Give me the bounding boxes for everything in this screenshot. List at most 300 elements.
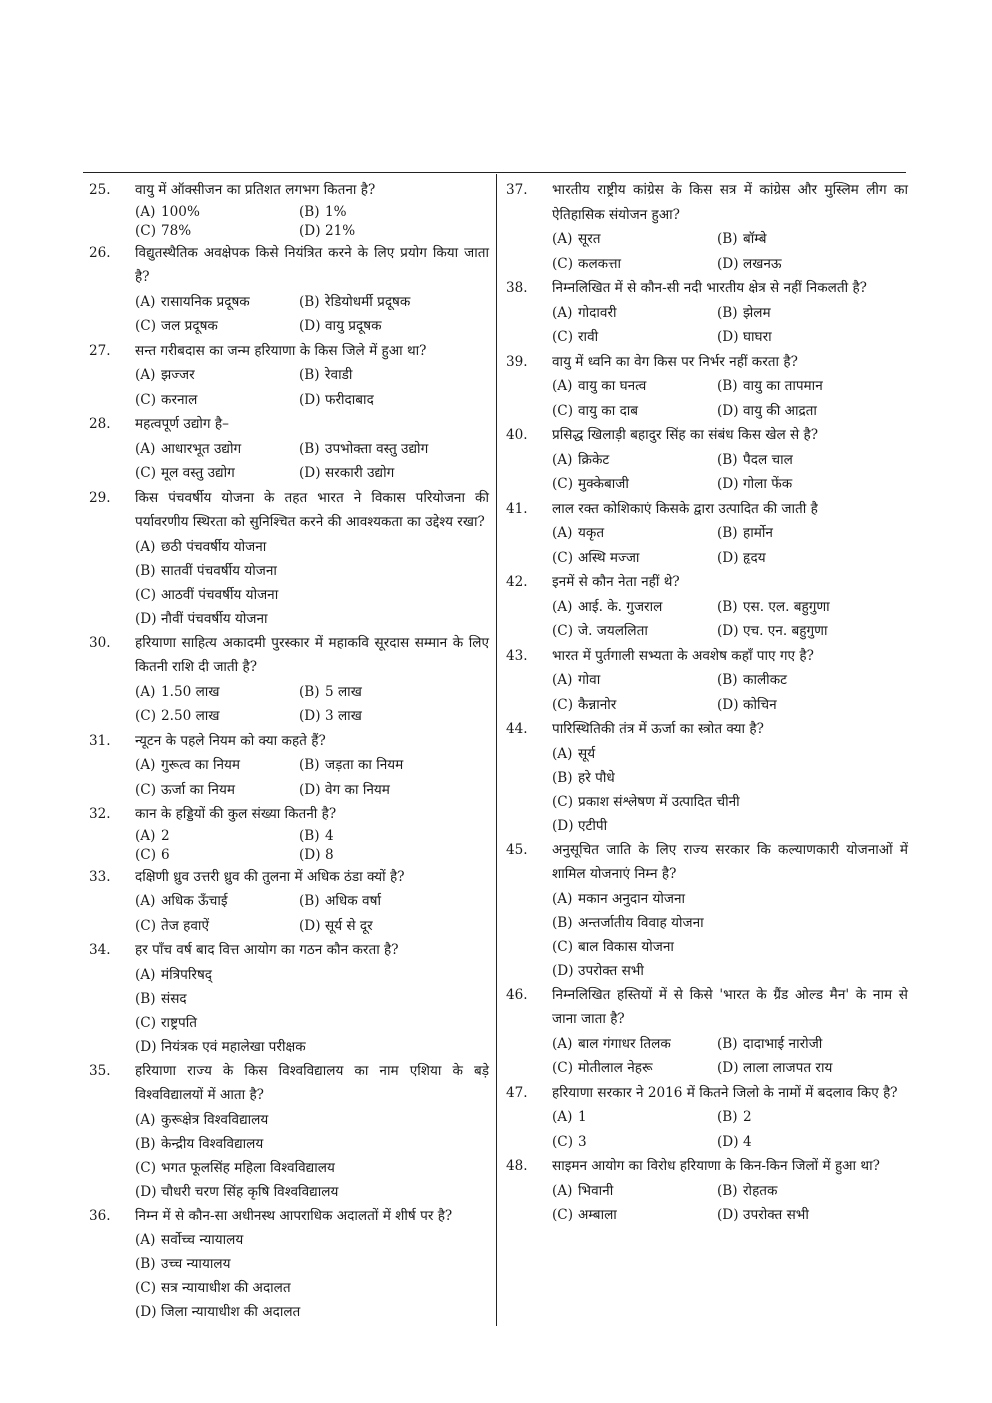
option-text: भिवानी [578,1182,614,1199]
options-group [552,1179,908,1228]
option-d[interactable] [717,472,908,497]
option-b[interactable] [299,203,489,222]
option-text: रेडियोधर्मी प्रदूषक [325,293,411,310]
option-a[interactable] [552,521,717,546]
option-label: (D) [717,623,739,639]
option-label: (B) [135,562,156,579]
question-text: महत्वपूर्ण उद्योग है– [135,416,229,432]
option-c[interactable] [552,790,908,814]
option-label: (A) [135,827,156,844]
option-c[interactable] [135,704,299,729]
question-number: 30. [89,634,111,651]
question-text: किस पंचवर्षीय योजना के तहत भारत ने विकास परियोजना की पर्यावरणीय स्थिरता को सुनिश्चित करने की आवश्यकता का उद्देश्य रखा? [135,489,489,530]
option-b[interactable] [717,374,908,399]
option-a[interactable] [135,753,299,778]
option-label: (B) [135,990,156,1007]
question-text: भारत में पुर्तगाली सभ्यता के अवशेष कहाँ पाए गए है? [552,647,814,664]
option-c[interactable] [135,222,299,241]
option-b[interactable] [717,595,908,620]
question-number: 44. [506,721,528,737]
option-d[interactable] [717,546,908,571]
option-text: आठवीं पंचवर्षीय योजना [161,586,279,603]
option-text: बाल गंगाधर तिलक [578,1035,671,1052]
question [89,802,489,827]
options-group [135,1108,489,1204]
question-number: 41. [506,500,528,517]
option-label: (B) [717,1035,738,1052]
option-a[interactable] [135,1108,489,1132]
option-label: (D) [299,222,321,239]
option-c[interactable] [552,935,908,959]
option-label: (D) [717,1060,739,1076]
question-number: 28. [89,416,111,432]
option-label: (C) [552,255,574,272]
option-d[interactable] [135,1035,489,1059]
option-label: (C) [135,222,157,239]
option-text: लाला लाजपत राय [743,1060,833,1076]
option-c[interactable] [552,1203,717,1228]
option-text: यकृत [578,525,605,541]
option-label: (D) [717,329,739,345]
options-group [135,1228,489,1324]
option-d[interactable] [299,388,489,413]
option-text: 1 [578,1109,587,1125]
option-label: (A) [135,538,156,555]
option-a[interactable] [135,963,489,987]
option-b[interactable] [135,559,489,583]
option-text: अस्थि मज्जा [578,549,640,566]
option-a[interactable] [552,227,717,252]
option-text: उपरोक्त सभी [578,962,644,979]
option-text: कालीकट [743,672,787,688]
options-group [135,203,489,241]
option-label: (A) [135,293,156,310]
option-d[interactable] [717,325,908,350]
option-c[interactable] [552,546,717,571]
question [89,412,489,437]
option-label: (C) [552,549,574,566]
option-text: घाघरा [743,329,772,345]
option-label: (C) [135,391,157,408]
option-text: गुरूत्व का नियम [161,757,241,773]
option-text: झज्जर [161,367,195,383]
option-label: (A) [552,672,573,688]
option-a[interactable] [135,203,299,222]
question-text: कान के हड्डियों की कुल संख्या कितनी है? [135,806,337,822]
option-text: एटीपी [578,817,608,834]
option-a[interactable] [552,301,717,326]
option-label: (C) [552,329,574,345]
option-d[interactable] [717,1203,908,1228]
option-label: (A) [552,890,573,907]
option-text: करनाल [161,391,198,408]
option-c[interactable] [135,1276,489,1300]
option-label: (D) [299,318,321,334]
option-text: मोतीलाल नेहरू [578,1060,653,1076]
question-block [506,1154,908,1228]
option-label: (B) [717,1109,738,1125]
options-group [552,448,908,497]
option-text: लखनऊ [743,255,782,272]
option-label: (A) [135,757,156,773]
option-text: जल प्रदूषक [161,318,218,334]
option-text: मुक्केबाजी [578,476,629,492]
option-text: बाल विकास योजना [578,938,674,955]
option-text: हरे पौधे [578,769,615,786]
option-label: (D) [135,1038,157,1055]
option-c[interactable] [552,1056,717,1081]
option-text: राष्ट्रपति [161,1014,198,1031]
question-number: 35. [89,1062,111,1079]
option-text: गोवा [578,672,601,688]
option-d[interactable] [135,1300,489,1324]
option-text: केन्द्रीय विश्वविद्यालय [161,1135,264,1152]
option-d[interactable] [299,914,489,939]
option-label: (C) [135,846,157,863]
option-label: (B) [135,1135,156,1152]
question-number: 37. [506,182,528,198]
options-group [135,963,489,1059]
option-label: (A) [552,525,573,541]
question-number: 47. [506,1084,528,1101]
question-number: 31. [89,732,111,749]
option-text: 78% [161,222,192,239]
option-label: (B) [717,525,738,541]
option-label: (C) [552,402,574,419]
option-text: वायु का घनत्व [578,378,647,394]
option-c[interactable] [552,399,717,424]
option-text: सर्वोच्च न्यायालय [161,1232,244,1248]
option-b[interactable] [135,1252,489,1276]
option-label: (D) [135,1183,157,1200]
option-a[interactable] [552,448,717,473]
question-text: न्यूटन के पहले नियम को क्या कहते हैं? [135,732,326,749]
option-label: (A) [552,1035,573,1052]
option-c[interactable] [552,252,717,277]
option-d[interactable] [552,814,908,838]
option-a[interactable] [552,668,717,693]
option-label: (A) [552,745,573,762]
option-b[interactable] [299,437,489,462]
option-text: 2 [743,1109,752,1125]
option-text: वेग का नियम [325,781,390,798]
option-c[interactable] [135,583,489,607]
option-c[interactable] [135,778,299,803]
option-text: मंत्रिपरिषद् [161,966,213,983]
question-number: 25. [89,182,111,198]
option-label: (D) [552,962,574,979]
option-d[interactable] [299,314,489,339]
option-d[interactable] [299,704,489,729]
option-c[interactable] [552,693,717,718]
option-c[interactable] [552,619,717,644]
option-b[interactable] [299,889,489,914]
option-a[interactable] [135,889,299,914]
question [506,276,908,301]
option-text: बॉम्बे [743,231,767,247]
option-a[interactable] [552,1032,717,1057]
option-b[interactable] [552,766,908,790]
option-b[interactable] [717,227,908,252]
option-d[interactable] [717,693,908,718]
question [89,631,489,680]
option-d[interactable] [717,252,908,277]
option-c[interactable] [135,388,299,413]
option-a[interactable] [135,827,299,846]
question [89,729,489,754]
question-text: वायु में ऑक्सीजन का प्रतिशत लगभग कितना है? [135,182,376,198]
option-label: (C) [552,793,574,810]
option-label: (A) [135,966,156,983]
option-text: सातवीं पंचवर्षीय योजना [161,562,277,579]
option-label: (B) [135,1256,156,1272]
option-text: रेवाडी [325,367,353,383]
option-label: (D) [717,1133,739,1150]
option-label: (C) [135,465,157,481]
option-text: चौधरी चरण सिंह कृषि विश्वविद्यालय [161,1183,339,1200]
option-label: (D) [717,255,739,272]
question-text: प्रसिद्ध खिलाड़ी बहादुर सिंह का संबंध किस खेल से है? [552,427,819,443]
options-group [552,227,908,276]
option-a[interactable] [135,680,299,705]
option-label: (B) [717,1182,738,1199]
option-c[interactable] [552,325,717,350]
option-text: दादाभाई नारोजी [743,1035,823,1052]
option-text: वायु का दाब [578,402,639,419]
option-label: (C) [552,1133,574,1150]
question-text: वायु में ध्वनि का वेग किस पर निर्भर नहीं करता है? [552,353,798,370]
option-text: आई. के. गुजराल [578,598,663,615]
option-label: (D) [552,817,574,834]
option-text: अन्तर्जातीय विवाह योजना [578,914,704,931]
option-a[interactable] [135,535,489,559]
option-label: (D) [135,1304,157,1320]
option-label: (C) [552,476,574,492]
option-a[interactable] [135,1228,489,1252]
question-block [506,1081,908,1155]
question-number: 27. [89,342,111,359]
option-d[interactable] [135,1180,489,1204]
option-a[interactable] [552,887,908,911]
option-c[interactable] [552,472,717,497]
option-a[interactable] [135,363,299,388]
option-label: (D) [717,402,739,419]
question [89,241,489,290]
option-d[interactable] [299,461,489,486]
option-d[interactable] [552,959,908,983]
option-b[interactable] [717,301,908,326]
option-text: जिला न्यायाधीश की अदालत [161,1304,301,1320]
option-text: गोला फेंक [743,476,793,492]
option-a[interactable] [552,1105,717,1130]
option-label: (C) [552,696,574,713]
option-label: (B) [299,683,320,700]
question-number: 32. [89,806,111,822]
option-b[interactable] [717,521,908,546]
option-label: (B) [299,203,320,220]
question-block [506,276,908,350]
question [89,1059,489,1108]
option-a[interactable] [552,374,717,399]
option-b[interactable] [299,680,489,705]
option-label: (A) [552,231,573,247]
option-c[interactable] [135,314,299,339]
option-a[interactable] [552,1179,717,1204]
option-text: रोहतक [743,1182,778,1199]
option-a[interactable] [135,437,299,462]
option-b[interactable] [717,1105,908,1130]
question [89,865,489,890]
option-text: एच. एन. बहुगुणा [743,623,828,639]
question-block [89,178,489,241]
option-text: 2.50 लाख [161,708,220,724]
option-label: (C) [135,1014,157,1031]
option-d[interactable] [135,607,489,631]
options-group [552,1105,908,1154]
option-label: (D) [299,917,321,934]
question-number: 39. [506,353,528,370]
option-label: (B) [299,440,320,457]
option-d[interactable] [299,778,489,803]
option-text: रासायनिक प्रदूषक [161,293,250,310]
option-c[interactable] [552,1130,717,1155]
option-b[interactable] [299,827,489,846]
options-group [135,753,489,802]
option-text: नियंत्रक एवं महालेखा परीक्षक [161,1038,306,1055]
question-number: 46. [506,986,528,1003]
option-text: सूर्य से दूर [325,917,373,934]
question-block [89,412,489,486]
option-label: (D) [299,465,321,481]
question-number: 34. [89,942,111,958]
option-b[interactable] [717,1179,908,1204]
option-text: भगत फूलसिंह महिला विश्वविद्यालय [161,1159,335,1176]
options-group [552,1032,908,1081]
option-label: (A) [552,598,573,615]
option-b[interactable] [135,1132,489,1156]
option-label: (C) [552,1207,574,1223]
option-label: (B) [299,757,320,773]
question-number: 38. [506,280,528,296]
option-label: (C) [552,1060,574,1076]
option-text: रावी [578,329,599,345]
option-text: सूरत [578,231,601,247]
options-group [552,301,908,350]
option-b[interactable] [552,911,908,935]
option-label: (B) [299,293,320,310]
question [89,178,489,203]
question-block [89,865,489,939]
question-block [89,802,489,865]
question-block [506,423,908,497]
option-label: (B) [717,451,738,468]
question-text: साइमन आयोग का विरोध हरियाणा के किन-किन जिलों में हुआ था? [552,1158,880,1174]
option-label: (C) [552,623,574,639]
option-a[interactable] [552,742,908,766]
option-label: (B) [717,378,738,394]
option-c[interactable] [135,846,299,865]
options-group [135,889,489,938]
option-text: हृदय [743,549,766,566]
question-number: 33. [89,868,111,885]
option-text: 3 लाख [325,708,362,724]
option-text: मूल वस्तु उद्योग [161,465,235,481]
option-b[interactable] [717,448,908,473]
question [506,423,908,448]
option-c[interactable] [135,461,299,486]
option-label: (D) [135,610,157,627]
option-b[interactable] [717,668,908,693]
question-text: भारतीय राष्ट्रीय कांग्रेस के किस सत्र में कांग्रेस और मुस्लिम लीग का ऐतिहासिक संयोजन हुआ? [552,182,908,223]
question [89,339,489,364]
option-d[interactable] [717,1056,908,1081]
option-label: (D) [299,781,321,798]
question [506,1154,908,1179]
question-text: पारिस्थितिकी तंत्र में ऊर्जा का स्त्रोत क्या है? [552,721,764,737]
option-d[interactable] [717,399,908,424]
option-label: (A) [552,378,573,394]
option-label: (A) [135,683,156,700]
option-text: सत्र न्यायाधीश की अदालत [161,1280,291,1296]
option-d[interactable] [299,222,489,241]
option-b[interactable] [299,290,489,315]
question [89,938,489,963]
question [506,350,908,375]
option-text: 100% [161,203,200,220]
option-text: उच्च न्यायालय [161,1256,231,1272]
option-label: (A) [135,367,156,383]
option-text: 5 लाख [325,683,362,700]
option-label: (B) [299,827,320,844]
option-label: (D) [299,846,321,863]
question-number: 40. [506,427,528,443]
option-text: कुरूक्षेत्र विश्वविद्यालय [161,1111,269,1128]
option-b[interactable] [717,1032,908,1057]
option-b[interactable] [299,753,489,778]
option-a[interactable] [135,290,299,315]
option-b[interactable] [299,363,489,388]
option-text: 1.50 लाख [161,683,220,700]
option-c[interactable] [135,1156,489,1180]
question-number: 42. [506,574,528,590]
option-label: (D) [717,696,739,713]
top-rule [83,172,906,173]
option-c[interactable] [135,1011,489,1035]
options-group [552,668,908,717]
option-text: तेज हवाऐं [161,917,209,934]
option-d[interactable] [299,846,489,865]
option-b[interactable] [135,987,489,1011]
question-block [506,644,908,718]
option-d[interactable] [717,619,908,644]
question [506,178,908,227]
option-d[interactable] [717,1130,908,1155]
question [506,644,908,669]
question-text: हरियाणा सरकार ने 2016 में कितने जिलो के नामों में बदलाव किए है? [552,1084,898,1101]
option-text: वायु की आद्रता [743,402,817,419]
question-text: इनमें से कौन नेता नहीं थे? [552,574,680,590]
option-label: (B) [299,367,320,383]
question-number: 26. [89,244,111,261]
option-c[interactable] [135,914,299,939]
option-text: कैन्नानोर [578,696,617,713]
option-text: 6 [161,846,170,863]
option-text: 21% [325,222,356,239]
option-text: 4 [325,827,334,844]
option-a[interactable] [552,595,717,620]
options-group [135,827,489,865]
left-column [89,178,489,1324]
